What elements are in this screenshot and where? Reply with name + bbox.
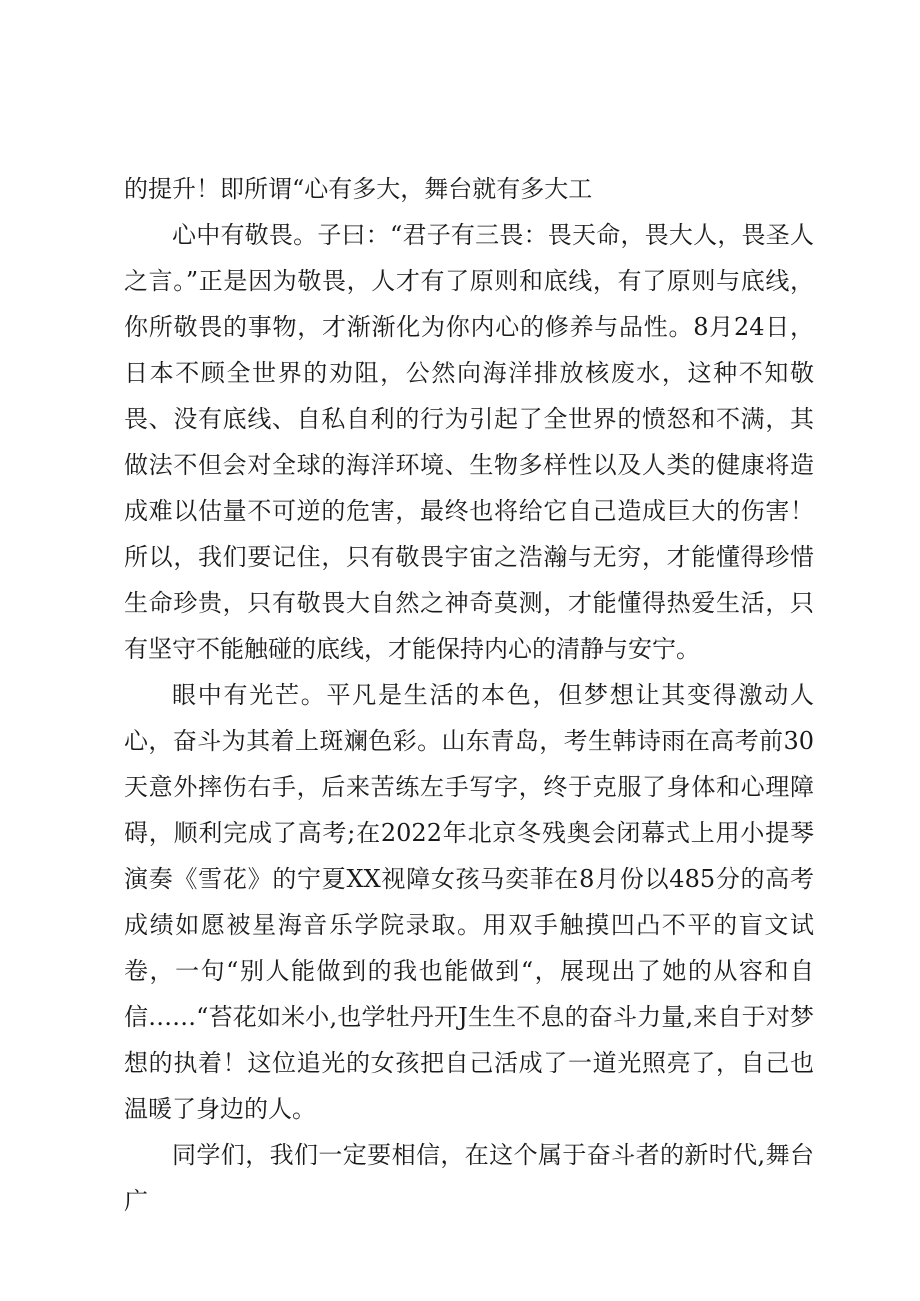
document-body	[124, 166, 814, 1224]
paragraph-light: 眼中有光芒。平凡是生活的本色，但梦想让其变得激动人心，奋斗为其着上斑斓色彩。山东青岛，考生韩诗雨在高考前30天意外摔伤右手，后来苦练左手写字，终于克服了身体和心理障碍，顺利完成了高考;在2022年北京冬残奥会闭幕式上用小提琴演奏《雪花》的宁夏XX视障女孩马奕菲在8月份以485分的高考成绩如愿被星海音乐学院录取。用双手触摸凹凸不平的盲文试卷，一句“别人能做到的我也能做到“，展现出了她的从容和自信……“苔花如米小,也学牡丹开J生生不息的奋斗力量,来自于对梦想的执着！这位追光的女孩把自己活成了一道光照亮了，自己也温暖了身边的人。	[124, 681, 814, 1123]
paragraph-continuation: 的提升！即所谓“心有多大，舞台就有多大工	[124, 175, 593, 203]
paragraph-students: 同学们，我们一定要相信，在这个属于奋斗者的新时代,舞台广	[124, 1141, 814, 1215]
paragraph-reverence: 心中有敬畏。子曰：“君子有三畏：畏天命，畏大人，畏圣人之言。”正是因为敬畏，人才有了原则和底线，有了原则与底线，你所敬畏的事物，才渐渐化为你内心的修养与品性。8月24日，日本不顾全世界的劝阻，公然向海洋排放核废水，这种不知敬畏、没有底线、自私自利的行为引起了全世界的愤怒和不满，其做法不但会对全球的海洋环境、生物多样性以及人类的健康将造成难以估量不可逆的危害，最终也将给它自己造成巨大的伤害！所以，我们要记住，只有敬畏宇宙之浩瀚与无穷，才能懂得珍惜生命珍贵，只有敬畏大自然之神奇莫测，才能懂得热爱生活，只有坚守不能触碰的底线，才能保持内心的清静与安宁。	[124, 221, 814, 663]
